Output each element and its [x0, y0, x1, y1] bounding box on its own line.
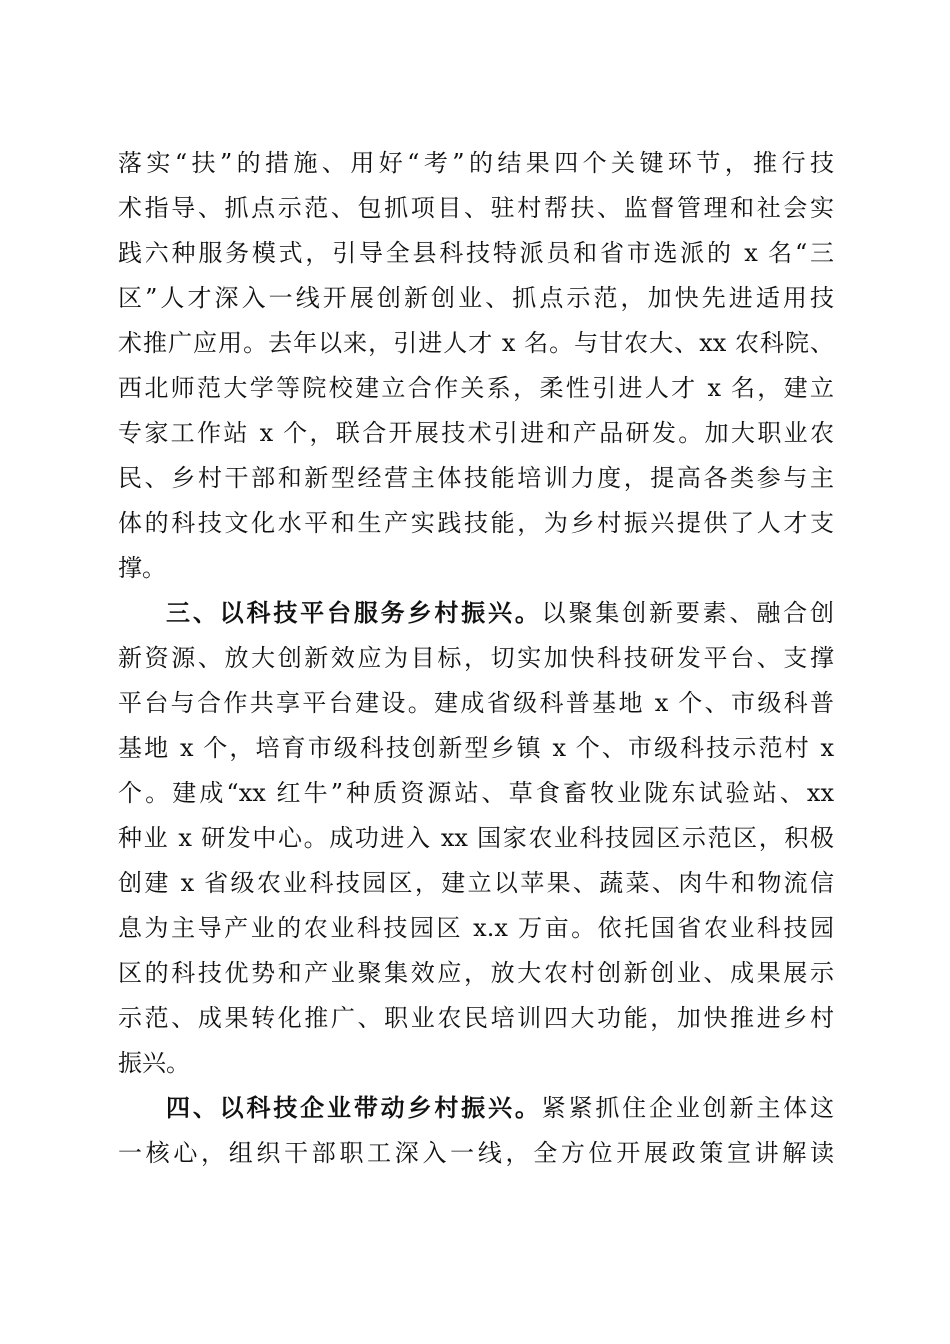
- section-first-line-text: 紧紧抓住企业创新主体这: [541, 1094, 835, 1122]
- paragraph-line: 个。建成“xx 红牛”种质资源站、草食畜牧业陇东试验站、xx: [118, 779, 834, 807]
- section-heading: 四、以科技企业带动乡村振兴。: [166, 1094, 542, 1122]
- paragraph-line: 撑。: [118, 554, 166, 582]
- section-first-line: [166, 1086, 834, 1130]
- paragraph-line: 种业 x 研发中心。成功进入 xx 国家农业科技园区示范区，积极: [118, 824, 834, 852]
- paragraph-line: 振兴。: [118, 1049, 190, 1077]
- paragraph-line: 西北师范大学等院校建立合作关系，柔性引进人才 x 名，建立: [118, 374, 834, 402]
- paragraph-line: 区”人才深入一线开展创新创业、抓点示范，加快先进适用技: [118, 284, 834, 312]
- paragraph-line: 践六种服务模式，引导全县科技特派员和省市选派的 x 名“三: [118, 239, 834, 267]
- paragraph-line: 民、乡村干部和新型经营主体技能培训力度，提高各类参与主: [118, 464, 834, 492]
- paragraph-line: 落实“扶”的措施、用好“考”的结果四个关键环节，推行技: [118, 149, 834, 177]
- section-heading: 三、以科技平台服务乡村振兴。: [166, 599, 542, 627]
- paragraph-line: 基地 x 个，培育市级科技创新型乡镇 x 个、市级科技示范村 x: [118, 734, 834, 762]
- paragraph-line: 体的科技文化水平和生产实践技能，为乡村振兴提供了人才支: [118, 509, 834, 537]
- paragraph-line: 专家工作站 x 个，联合开展技术引进和产品研发。加大职业农: [118, 419, 834, 447]
- paragraph-line: 新资源、放大创新效应为目标，切实加快科技研发平台、支撑: [118, 644, 834, 672]
- paragraph-line: 术指导、抓点示范、包抓项目、驻村帮扶、监督管理和社会实: [118, 194, 834, 222]
- paragraph-line: 区的科技优势和产业聚集效应，放大农村创新创业、成果展示: [118, 959, 834, 987]
- paragraph-line: 平台与合作共享平台建设。建成省级科普基地 x 个、市级科普: [118, 689, 834, 717]
- section-first-line: [166, 591, 834, 635]
- paragraph-line: 一核心，组织干部职工深入一线，全方位开展政策宣讲解读: [118, 1139, 834, 1167]
- paragraph-line: 息为主导产业的农业科技园区 x.x 万亩。依托国省农业科技园: [118, 914, 834, 942]
- section-first-line-text: 以聚集创新要素、融合创: [541, 599, 835, 627]
- paragraph-line: 示范、成果转化推广、职业农民培训四大功能，加快推进乡村: [118, 1004, 834, 1032]
- paragraph-line: 术推广应用。去年以来，引进人才 x 名。与甘农大、xx 农科院、: [118, 329, 834, 357]
- paragraph-line: 创建 x 省级农业科技园区，建立以苹果、蔬菜、肉牛和物流信: [118, 869, 834, 897]
